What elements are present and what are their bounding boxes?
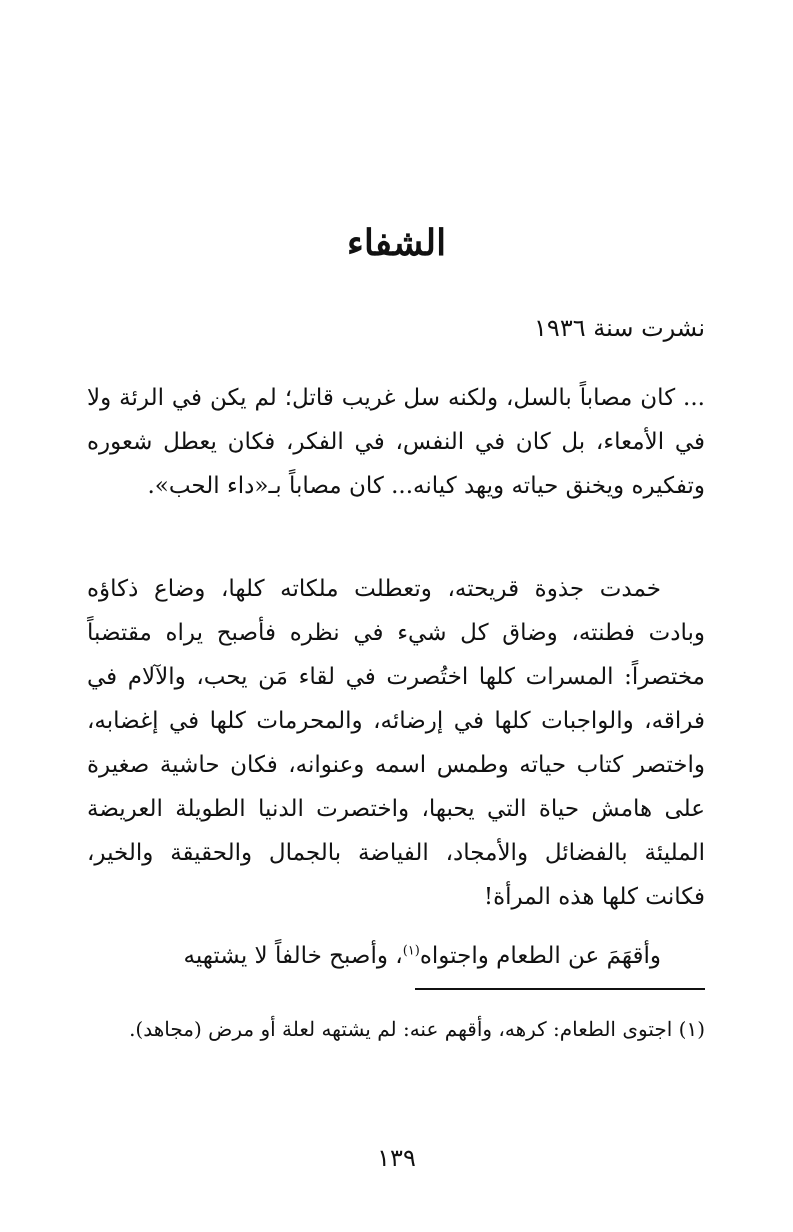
paragraph-1 bbox=[87, 376, 705, 508]
paragraph-2-text: خمدت جذوة قريحته، وتعطلت ملكاته كلها، وضاع ذكاؤه وبادت فطنته، وضاق كل شيء في نظره فأصبح يراه مقتضباً مختصراً: المسرات كلها اختُصرت في لقاء مَن يحب، والآلام في فراقه، والواجبات كلها في إرضائه، والمحرمات كلها في إغضابه، واختصر كتاب حياته وطمس اسمه وعنوانه، فكان حاشية صغيرة على هامش حياة التي يحبها، واختصرت الدنيا الطويلة العريضة المليئة بالفضائل والأمجاد، الفياضة بالجمال والحقيقة والخير، فكانت كلها هذه المرأة! bbox=[87, 576, 705, 910]
footnote-divider bbox=[415, 988, 705, 990]
chapter-title: الشفاء bbox=[346, 222, 447, 264]
paragraph-2 bbox=[87, 567, 705, 919]
paragraph-3-text-start: وأقهَمَ عن الطعام واجتواه bbox=[419, 943, 661, 969]
page-number: ١٣٩ bbox=[377, 1144, 416, 1172]
footnote-marker: (١) bbox=[402, 943, 420, 959]
paragraph-1-text: ... كان مصاباً بالسل، ولكنه سل غريب قاتل؛ لم يكن في الرئة ولا في الأمعاء، بل كان في النفس، في الفكر، فكان يعطل شعوره وتفكيره ويخنق حياته ويهد كيانه... كان مصاباً بـ«داء الحب». bbox=[87, 385, 705, 499]
publication-note: نشرت سنة ١٩٣٦ bbox=[534, 314, 705, 342]
paragraph-3-text-end: ، وأصبح خالفاً لا يشتهيه bbox=[183, 943, 403, 969]
paragraph-3 bbox=[87, 934, 705, 978]
footnote: (١) اجتوى الطعام: كرهه، وأقهم عنه: لم يشتهه لعلة أو مرض (مجاهد). bbox=[129, 1017, 705, 1041]
